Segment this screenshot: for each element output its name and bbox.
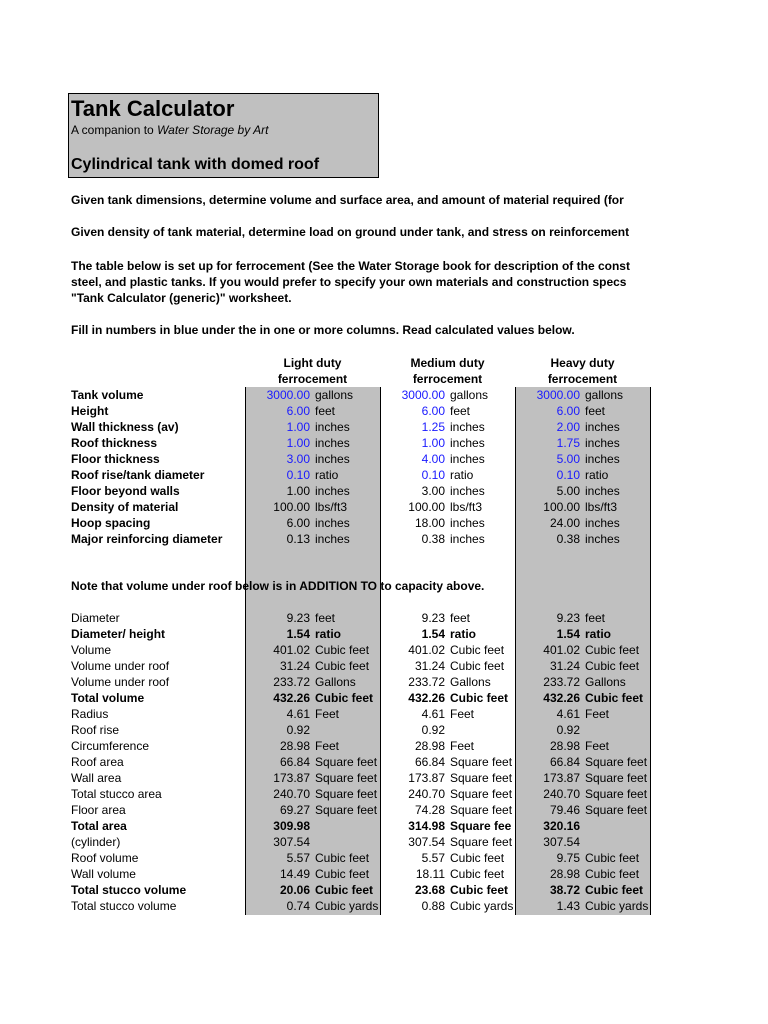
unit-cell: ratio xyxy=(315,627,342,641)
value-cell: 173.87 xyxy=(273,771,310,785)
unit-cell: lbs/ft3 xyxy=(450,500,483,514)
unit-cell: Feet xyxy=(585,707,610,721)
unit-cell: inches xyxy=(450,452,485,466)
column-header-light xyxy=(245,355,380,387)
value-cell: 307.54 xyxy=(273,835,310,849)
page-title: Tank Calculator xyxy=(71,96,235,121)
unit-cell: Feet xyxy=(315,707,340,721)
value-cell: 31.24 xyxy=(549,659,580,673)
value-cell: 9.23 xyxy=(286,611,310,625)
row-label: Volume under roof xyxy=(71,675,170,689)
value-cell: 28.98 xyxy=(414,739,445,753)
unit-cell: Cubic feet xyxy=(315,691,374,705)
unit-cell: Square fee xyxy=(450,819,512,833)
tank-type-subtitle: Cylindrical tank with domed roof xyxy=(71,156,320,173)
unit-cell: Cubic yards xyxy=(585,899,649,913)
result-row xyxy=(0,898,768,914)
unit-cell: inches xyxy=(315,484,350,498)
unit-cell: inches xyxy=(450,484,485,498)
input-value-cell[interactable]: 6.00 xyxy=(286,404,310,418)
row-label: Density of material xyxy=(71,500,179,514)
input-row xyxy=(0,387,768,403)
unit-cell: Cubic feet xyxy=(315,883,374,897)
title-box xyxy=(68,93,379,178)
value-cell: 432.26 xyxy=(273,691,310,705)
input-value-cell[interactable]: 6.00 xyxy=(421,404,445,418)
row-label: Roof thickness xyxy=(71,436,158,450)
input-value-cell[interactable]: 0.10 xyxy=(556,468,580,482)
value-cell: 14.49 xyxy=(279,867,310,881)
unit-cell: ratio xyxy=(450,468,474,482)
unit-cell: ratio xyxy=(585,468,609,482)
row-label: Floor beyond walls xyxy=(71,484,180,498)
volume-note: Note that volume under roof below is in ADDITION TO to capacity above. xyxy=(71,579,485,593)
unit-cell: inches xyxy=(315,452,350,466)
input-value-cell[interactable]: 1.00 xyxy=(286,436,310,450)
intro-line: The table below is set up for ferrocement (See the Water Storage book for description of the const xyxy=(71,259,630,273)
value-cell: 432.26 xyxy=(408,691,445,705)
value-cell: 1.54 xyxy=(286,627,310,641)
value-cell: 31.24 xyxy=(414,659,445,673)
value-cell: 28.98 xyxy=(549,739,580,753)
intro-line: Given tank dimensions, determine volume and surface area, and amount of material required (for xyxy=(71,193,624,207)
result-row xyxy=(0,674,768,690)
unit-cell: Square feet xyxy=(585,771,648,785)
unit-cell: Feet xyxy=(450,739,475,753)
unit-cell: Cubic feet xyxy=(450,643,505,657)
value-cell: 79.46 xyxy=(549,803,580,817)
result-row xyxy=(0,802,768,818)
value-cell: 309.98 xyxy=(273,819,310,833)
unit-cell: feet xyxy=(585,611,606,625)
unit-cell: Square feet xyxy=(450,803,513,817)
result-row xyxy=(0,738,768,754)
result-row xyxy=(0,499,768,515)
unit-cell: Square feet xyxy=(450,755,513,769)
unit-cell: inches xyxy=(315,420,350,434)
unit-cell: Cubic feet xyxy=(450,867,505,881)
column-header-line: ferrocement xyxy=(277,372,348,386)
row-label: Roof area xyxy=(71,755,124,769)
input-value-cell[interactable]: 1.75 xyxy=(556,436,580,450)
result-row xyxy=(0,531,768,547)
unit-cell: Cubic yards xyxy=(315,899,379,913)
intro-line: Fill in numbers in blue under the in one or more columns. Read calculated values below. xyxy=(71,323,575,337)
value-cell: 314.98 xyxy=(408,819,445,833)
value-cell: 5.00 xyxy=(556,484,580,498)
result-row xyxy=(0,722,768,738)
unit-cell: gallons xyxy=(450,388,489,402)
unit-cell: Cubic feet xyxy=(585,643,640,657)
result-row xyxy=(0,754,768,770)
input-value-cell[interactable]: 1.00 xyxy=(286,420,310,434)
value-cell: 240.70 xyxy=(543,787,580,801)
unit-cell: inches xyxy=(585,532,620,546)
unit-cell: Square feet xyxy=(315,787,378,801)
unit-cell: Cubic feet xyxy=(315,867,370,881)
row-label: Total stucco volume xyxy=(71,899,177,913)
value-cell: 0.38 xyxy=(556,532,580,546)
input-value-cell[interactable]: 1.00 xyxy=(421,436,445,450)
unit-cell: Cubic feet xyxy=(585,659,640,673)
unit-cell: Square feet xyxy=(315,755,378,769)
value-cell: 100.00 xyxy=(408,500,445,514)
unit-cell: Square feet xyxy=(315,803,378,817)
value-cell: 9.75 xyxy=(556,851,580,865)
row-label: Total stucco volume xyxy=(71,883,187,897)
value-cell: 66.84 xyxy=(279,755,310,769)
input-value-cell[interactable]: 2.00 xyxy=(556,420,580,434)
value-cell: 0.92 xyxy=(556,723,580,737)
row-label: Roof rise xyxy=(71,723,120,737)
result-row xyxy=(0,690,768,706)
unit-cell: inches xyxy=(315,532,350,546)
value-cell: 28.98 xyxy=(279,739,310,753)
unit-cell: Cubic feet xyxy=(450,883,509,897)
input-value-cell[interactable]: 5.00 xyxy=(556,452,580,466)
value-cell: 1.54 xyxy=(556,627,580,641)
row-label: Total volume xyxy=(71,691,145,705)
value-cell: 6.00 xyxy=(286,516,310,530)
unit-cell: Cubic feet xyxy=(450,659,505,673)
unit-cell: inches xyxy=(450,516,485,530)
value-cell: 307.54 xyxy=(408,835,445,849)
column-header-heavy xyxy=(515,355,650,387)
unit-cell: inches xyxy=(315,436,350,450)
unit-cell: Gallons xyxy=(585,675,626,689)
unit-cell: Gallons xyxy=(450,675,491,689)
value-cell: 18.11 xyxy=(415,867,445,881)
result-row xyxy=(0,626,768,642)
unit-cell: lbs/ft3 xyxy=(315,500,348,514)
value-cell: 1.00 xyxy=(286,484,310,498)
value-cell: 5.57 xyxy=(421,851,445,865)
value-cell: 240.70 xyxy=(408,787,445,801)
value-cell: 233.72 xyxy=(408,675,445,689)
row-label: Circumference xyxy=(71,739,150,753)
value-cell: 23.68 xyxy=(414,883,445,897)
result-row xyxy=(0,818,768,834)
row-label: Diameter/ height xyxy=(71,627,166,641)
result-row xyxy=(0,658,768,674)
unit-cell: feet xyxy=(450,611,471,625)
unit-cell: Square feet xyxy=(450,787,513,801)
unit-cell: Cubic feet xyxy=(450,851,505,865)
input-value-cell[interactable]: 4.00 xyxy=(421,452,445,466)
unit-cell: Cubic feet xyxy=(585,691,644,705)
companion-book: Water Storage by Art xyxy=(157,123,269,137)
unit-cell: inches xyxy=(315,516,350,530)
column-header-line: ferrocement xyxy=(412,372,483,386)
row-label: Volume xyxy=(71,643,112,657)
value-cell: 24.00 xyxy=(549,516,580,530)
value-cell: 0.92 xyxy=(421,723,445,737)
unit-cell: inches xyxy=(585,452,620,466)
value-cell: 320.16 xyxy=(543,819,580,833)
value-cell: 1.54 xyxy=(421,627,445,641)
row-label: Roof volume xyxy=(71,851,139,865)
value-cell: 173.87 xyxy=(543,771,580,785)
column-header-line: Light duty xyxy=(283,356,342,370)
row-label: Volume under roof xyxy=(71,659,170,673)
unit-cell: Square feet xyxy=(450,835,513,849)
intro-line: Given density of tank material, determine load on ground under tank, and stress on reinforcement xyxy=(71,225,630,239)
input-value-cell[interactable]: 0.10 xyxy=(421,468,445,482)
value-cell: 5.57 xyxy=(286,851,310,865)
value-cell: 66.84 xyxy=(549,755,580,769)
value-cell: 401.02 xyxy=(273,643,310,657)
unit-cell: Cubic feet xyxy=(315,643,370,657)
unit-cell: gallons xyxy=(315,388,354,402)
intro-line: "Tank Calculator (generic)" worksheet. xyxy=(71,291,292,305)
value-cell: 4.61 xyxy=(286,707,310,721)
unit-cell: Square feet xyxy=(585,755,648,769)
value-cell: 9.23 xyxy=(556,611,580,625)
row-label: Wall volume xyxy=(71,867,136,881)
value-cell: 31.24 xyxy=(279,659,310,673)
unit-cell: lbs/ft3 xyxy=(585,500,618,514)
unit-cell: gallons xyxy=(585,388,624,402)
value-cell: 38.72 xyxy=(549,883,580,897)
row-label: Floor thickness xyxy=(71,452,160,466)
value-cell: 18.00 xyxy=(414,516,445,530)
companion-line xyxy=(71,123,268,137)
row-label: Wall area xyxy=(71,771,122,785)
value-cell: 401.02 xyxy=(408,643,445,657)
unit-cell: Feet xyxy=(315,739,340,753)
value-cell: 4.61 xyxy=(556,707,580,721)
unit-cell: inches xyxy=(585,436,620,450)
unit-cell: Square feet xyxy=(585,787,648,801)
unit-cell: inches xyxy=(585,484,620,498)
value-cell: 0.38 xyxy=(421,532,445,546)
input-value-cell[interactable]: 3000.00 xyxy=(536,388,580,402)
value-cell: 233.72 xyxy=(273,675,310,689)
row-label: Radius xyxy=(71,707,109,721)
unit-cell: Cubic feet xyxy=(585,883,644,897)
row-label: Floor area xyxy=(71,803,126,817)
input-value-cell[interactable]: 3000.00 xyxy=(266,388,310,402)
row-label: Wall thickness (av) xyxy=(71,420,179,434)
value-cell: 3.00 xyxy=(421,484,445,498)
column-header-line: Medium duty xyxy=(410,356,485,370)
row-label: Total area xyxy=(71,819,127,833)
unit-cell: Square feet xyxy=(585,803,648,817)
value-cell: 401.02 xyxy=(543,643,580,657)
unit-cell: feet xyxy=(315,611,336,625)
row-label: Total stucco area xyxy=(71,787,162,801)
input-value-cell[interactable]: 3000.00 xyxy=(401,388,445,402)
unit-cell: Square feet xyxy=(450,771,513,785)
value-cell: 9.23 xyxy=(421,611,445,625)
value-cell: 307.54 xyxy=(543,835,580,849)
unit-cell: inches xyxy=(585,420,620,434)
unit-cell: Cubic yards xyxy=(450,899,514,913)
input-row xyxy=(0,467,768,483)
value-cell: 66.84 xyxy=(414,755,445,769)
row-label: Tank volume xyxy=(71,388,144,402)
unit-cell: feet xyxy=(450,404,471,418)
row-label: (cylinder) xyxy=(71,835,121,849)
unit-cell: ratio xyxy=(315,468,339,482)
unit-cell: Cubic feet xyxy=(450,691,509,705)
value-cell: 28.98 xyxy=(549,867,580,881)
unit-cell: feet xyxy=(585,404,606,418)
result-row xyxy=(0,610,768,626)
result-row xyxy=(0,515,768,531)
input-value-cell[interactable]: 1.25 xyxy=(421,420,445,434)
value-cell: 100.00 xyxy=(273,500,310,514)
value-cell: 173.87 xyxy=(408,771,445,785)
value-cell: 4.61 xyxy=(421,707,445,721)
unit-cell: inches xyxy=(585,516,620,530)
row-label: Roof rise/tank diameter xyxy=(71,468,205,482)
unit-cell: Cubic feet xyxy=(315,851,370,865)
result-row xyxy=(0,834,768,850)
unit-cell: Gallons xyxy=(315,675,356,689)
row-label: Hoop spacing xyxy=(71,516,151,530)
row-label: Diameter xyxy=(71,611,120,625)
unit-cell: ratio xyxy=(585,627,612,641)
unit-cell: Cubic feet xyxy=(315,659,370,673)
column-header-line: ferrocement xyxy=(547,372,618,386)
result-row xyxy=(0,770,768,786)
unit-cell: inches xyxy=(450,420,485,434)
result-row xyxy=(0,882,768,898)
value-cell: 74.28 xyxy=(414,803,445,817)
companion-prefix: A companion to xyxy=(71,123,158,137)
unit-cell: Square feet xyxy=(315,771,378,785)
unit-cell: Cubic feet xyxy=(585,851,640,865)
unit-cell: inches xyxy=(450,532,485,546)
input-value-cell[interactable]: 0.10 xyxy=(286,468,310,482)
value-cell: 0.92 xyxy=(286,723,310,737)
unit-cell: inches xyxy=(450,436,485,450)
value-cell: 0.88 xyxy=(421,899,445,913)
input-value-cell[interactable]: 6.00 xyxy=(556,404,580,418)
value-cell: 0.13 xyxy=(286,532,310,546)
row-label: Major reinforcing diameter xyxy=(71,532,223,546)
result-row xyxy=(0,706,768,722)
value-cell: 1.43 xyxy=(556,899,580,913)
value-cell: 69.27 xyxy=(279,803,310,817)
unit-cell: Cubic feet xyxy=(585,867,640,881)
result-row xyxy=(0,786,768,802)
unit-cell: feet xyxy=(315,404,336,418)
row-label: Height xyxy=(71,404,109,418)
unit-cell: ratio xyxy=(450,627,477,641)
value-cell: 20.06 xyxy=(279,883,310,897)
column-header-medium xyxy=(380,355,515,387)
value-cell: 432.26 xyxy=(543,691,580,705)
value-cell: 0.74 xyxy=(286,899,310,913)
unit-cell: Feet xyxy=(585,739,610,753)
input-row xyxy=(0,403,768,419)
value-cell: 233.72 xyxy=(543,675,580,689)
input-row xyxy=(0,419,768,435)
column-header-line: Heavy duty xyxy=(550,356,615,370)
result-row xyxy=(0,850,768,866)
result-row xyxy=(0,866,768,882)
value-cell: 240.70 xyxy=(273,787,310,801)
input-row xyxy=(0,435,768,451)
input-row xyxy=(0,451,768,467)
unit-cell: Feet xyxy=(450,707,475,721)
result-row xyxy=(0,483,768,499)
value-cell: 100.00 xyxy=(543,500,580,514)
result-row xyxy=(0,642,768,658)
input-value-cell[interactable]: 3.00 xyxy=(286,452,310,466)
intro-line: steel, and plastic tanks. If you would prefer to specify your own materials and construction specs xyxy=(71,275,627,289)
